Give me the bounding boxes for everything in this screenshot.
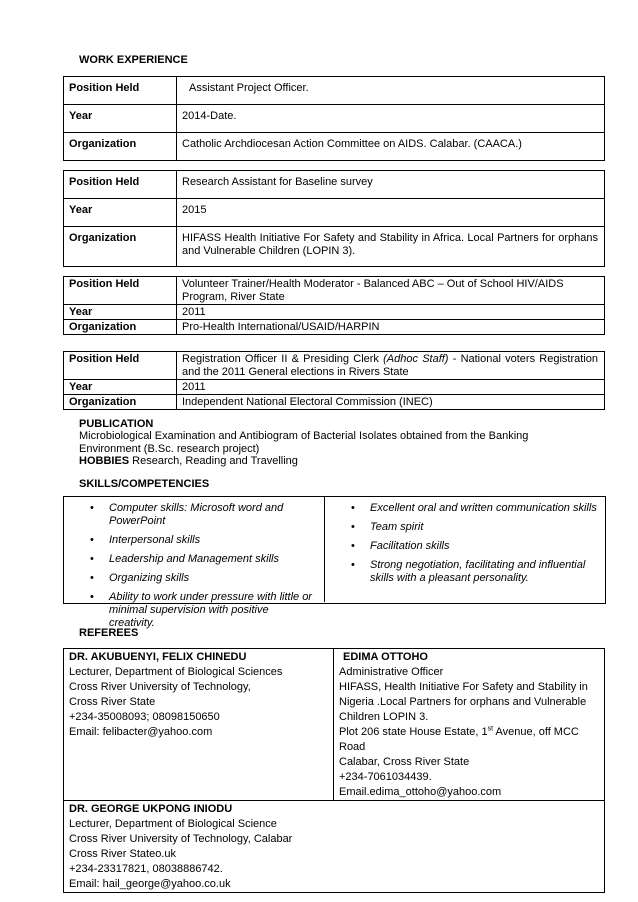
referee-line: Administrative Officer [339, 666, 444, 678]
referee-address [339, 725, 598, 755]
skill-item: • Facilitation skills [370, 540, 599, 553]
address-post: Avenue, off MCC Road [339, 726, 579, 753]
publication-text: Microbiological Examination and Antibiogram of Bacterial Isolates obtained from the Banking Environment (B.Sc. research project) [79, 430, 529, 455]
organization-label: Organization [64, 227, 177, 267]
skill-item: • Leadership and Management skills [109, 553, 316, 566]
referee-2 [334, 649, 605, 801]
organization-value: Pro-Health International/USAID/HARPIN [177, 320, 605, 335]
referee-email: Email: felibacter@yahoo.com [69, 726, 213, 738]
year-value: 2011 [177, 380, 605, 395]
year-value: 2014-Date. [177, 105, 605, 133]
referee-name: DR. GEORGE UKPONG INIODU [69, 803, 233, 815]
referee-line: Cross River University of Technology, Calabar [69, 833, 293, 845]
referee-line: Cross River Stateo.uk [69, 848, 176, 860]
referees-table [63, 648, 605, 893]
referee-line: HIFASS, Health Initiative For Safety and Stability in [339, 681, 588, 693]
hobbies-line [79, 455, 298, 468]
referee-name: DR. AKUBUENYI, FELIX CHINEDU [69, 651, 247, 663]
skill-item: • Interpersonal skills [109, 534, 316, 547]
skill-item: • Excellent oral and written communication skills [370, 502, 599, 515]
organization-value: HIFASS Health Initiative For Safety and Stability in Africa. Local Partners for orphans and Vulnerable Children (LOPIN 3). [177, 227, 605, 267]
skills-divider [324, 496, 325, 602]
referee-line: Calabar, Cross River State [339, 756, 470, 768]
position-value: Assistant Project Officer. [177, 77, 605, 105]
referee-line: Nigeria .Local Partners for orphans and Vulnerable [339, 696, 587, 708]
position-text-post: - National voters Registration and the 2011 General elections in Rivers State [182, 353, 598, 378]
year-label: Year [64, 105, 177, 133]
referee-line: +234-23317821, 08038886742. [69, 863, 223, 875]
referee-line: Lecturer, Department of Biological Sciences [69, 666, 283, 678]
referee-line: +234-7061034439. [339, 771, 432, 783]
referee-line: Cross River University of Technology, [69, 681, 251, 693]
position-text-pre: Registration Officer II & Presiding Clerk [182, 353, 384, 365]
skill-item: • Ability to work under pressure with little or minimal supervision with positive creativity. [109, 591, 316, 630]
year-label: Year [64, 305, 177, 320]
position-value: Research Assistant for Baseline survey [177, 171, 605, 199]
skill-item: • Computer skills: Microsoft word and PowerPoint [109, 502, 316, 528]
referee-name: EDIMA OTTOHO [343, 651, 428, 663]
position-value: Volunteer Trainer/Health Moderator - Balanced ABC – Out of School HIV/AIDS Program, River State [177, 277, 605, 305]
position-label: Position Held [64, 77, 177, 105]
job-table-3 [63, 276, 605, 335]
referee-line: +234-35008093; 08098150650 [69, 711, 220, 723]
referee-line: Lecturer, Department of Biological Science [69, 818, 277, 830]
job-table-2 [63, 170, 605, 267]
skill-item: • Organizing skills [109, 572, 316, 585]
organization-label: Organization [64, 395, 177, 410]
referees-heading: REFEREES [79, 627, 139, 639]
organization-label: Organization [64, 320, 177, 335]
skills-right-column [337, 502, 599, 591]
year-label: Year [64, 380, 177, 395]
organization-value: Independent National Electoral Commission (INEC) [177, 395, 605, 410]
referee-line: Cross River State [69, 696, 156, 708]
skill-item: • Strong negotiation, facilitating and influential skills with a pleasant personality. [370, 559, 599, 585]
job-table-4 [63, 351, 605, 410]
referee-3 [64, 801, 605, 893]
position-label: Position Held [64, 277, 177, 305]
skill-item: • Team spirit [370, 521, 599, 534]
skills-heading: SKILLS/COMPETENCIES [79, 478, 210, 490]
address-pre: Plot 206 state House Estate, 1 [339, 726, 488, 738]
year-value: 2015 [177, 199, 605, 227]
position-label: Position Held [64, 352, 177, 380]
job-table-1 [63, 76, 605, 161]
referee-email: Email.edima_ottoho@yahoo.com [339, 786, 502, 798]
year-value: 2011 [177, 305, 605, 320]
address-sup: st [487, 725, 494, 733]
position-value [177, 352, 605, 380]
hobbies-value: Research, Reading and Travelling [129, 455, 298, 467]
referee-1 [64, 649, 334, 801]
hobbies-label: HOBBIES [79, 455, 130, 467]
organization-label: Organization [64, 133, 177, 161]
year-label: Year [64, 199, 177, 227]
work-experience-heading: WORK EXPERIENCE [79, 54, 188, 66]
organization-value: Catholic Archdiocesan Action Committee on AIDS. Calabar. (CAACA.) [177, 133, 605, 161]
position-label: Position Held [64, 171, 177, 199]
skills-left-column [76, 502, 316, 636]
referee-line: Children LOPIN 3. [339, 711, 429, 723]
publication-heading: PUBLICATION [79, 418, 154, 430]
position-text-italic: (Adhoc Staff) [383, 353, 449, 365]
referee-email: Email: hail_george@yahoo.co.uk [69, 878, 231, 890]
